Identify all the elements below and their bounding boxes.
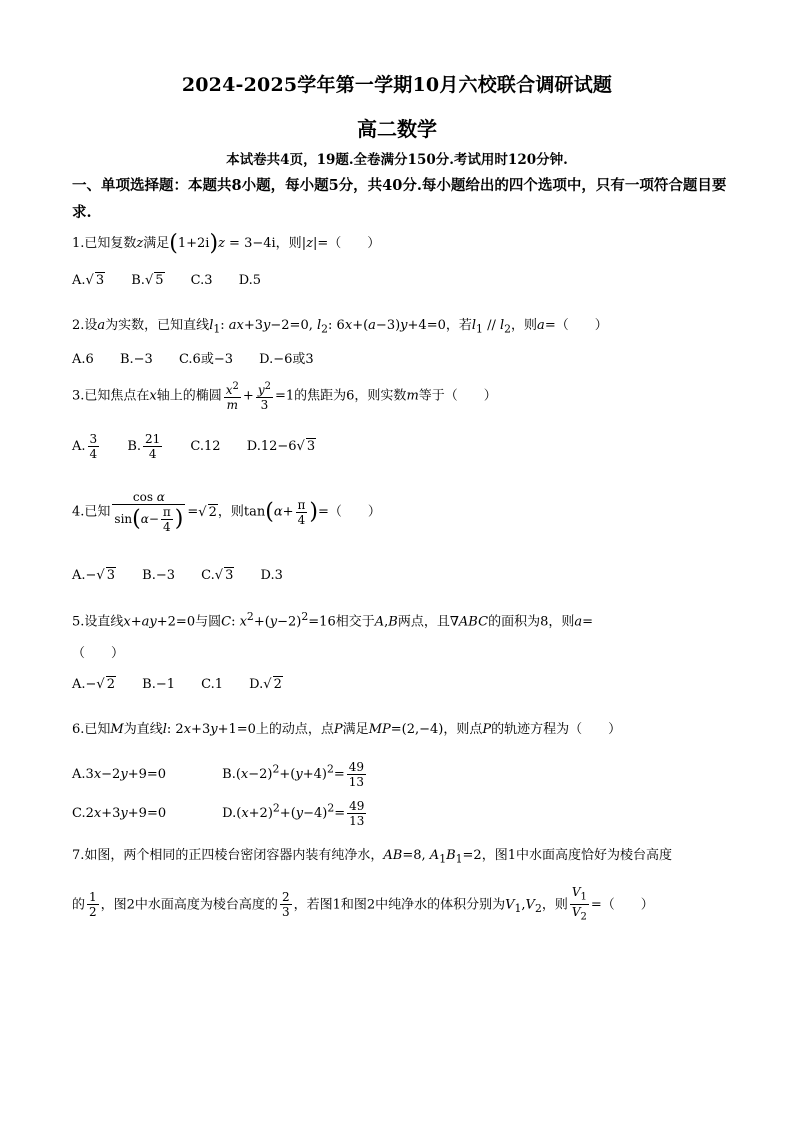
option-a: A.3x−2y+9=0: [72, 767, 167, 782]
option-a: A.−√ 2: [72, 677, 116, 692]
option-b: B.−1: [142, 677, 175, 692]
question-6-options-ab: [72, 760, 390, 789]
question-3: 3.已知焦点在x轴上的椭圆 $\frac{x^2}{m}$ + $\frac{y^2}{3}$ =1的焦距为6，则实数m等于（ ）: [72, 381, 497, 412]
option-c: C.1: [201, 677, 224, 692]
option-d: D.5: [238, 273, 262, 288]
option-d: D.−6或3: [259, 352, 314, 367]
option-c: C.12: [190, 439, 221, 454]
option-a: A.6: [72, 352, 94, 367]
question-7-cont: 的 $\frac{1}{2}$ ，图2中水面高度为棱台高度的 $\frac{2}{3}$ ，若图1和图2中纯净水的体积分别为$V_1,V_2$，则 $\frac{V_1}{V_2}$ =（ ）: [72, 885, 654, 923]
option-d: D.√ 2: [249, 677, 283, 692]
option-d: D.12−6√ 3: [247, 439, 316, 454]
question-1: 1.已知复数z满足(1+2i)z = 3−4i，则|z|=（ ）: [72, 231, 381, 256]
option-a: A.−√ 3: [72, 568, 116, 583]
question-5: 5.设直线x+ay+2=0与圆C: $x^2+(y-2)^2=16$相交于A,B两点，且∇ABC的面积为8，则a=: [72, 610, 594, 630]
exam-subject: 高二数学: [357, 117, 437, 141]
option-b: B.−3: [142, 568, 175, 583]
question-5-cont: （ ）: [72, 646, 125, 661]
question-5-options: [72, 677, 305, 692]
option-c: C.6或−3: [178, 352, 233, 367]
option-d: $D.(x+2)^2+(y-4)^2=$ $\frac{49}{13}$: [222, 799, 365, 828]
option-a: A.√ 3: [72, 273, 105, 288]
question-7: 7.如图，两个相同的正四棱台密闭容器内装有纯净水，AB=8, $A_1B_1=2$，图1中水面高度恰好为棱台高度: [72, 848, 672, 866]
question-2: 2.设a为实数，已知直线$l_1$: ax+3y−2=0, $l_2$: 6x+(a−3)y+4=0，若$l_1 // l_2$，则a=（ ）: [72, 318, 608, 336]
section-heading: 一、单项选择题：本题共8小题，每小题5分，共40分.每小题给出的四个选项中，只有一项符合题目要求.: [72, 177, 727, 221]
option-a: A. $\frac{3}{4}$: [72, 432, 98, 461]
question-4-options: [72, 568, 305, 583]
option-b: B.√ 5: [131, 273, 164, 288]
option-b: B.−3: [119, 352, 153, 367]
exam-title: 2024-2025学年第一学期10月六校联合调研试题: [181, 74, 613, 96]
question-6-options-cd: [72, 799, 390, 828]
option-c: C.3: [190, 273, 213, 288]
option-b: $B.(x-2)^2+(y+4)^2=$ $\frac{49}{13}$: [222, 760, 365, 789]
question-6: 6.已知M为直线l: 2x+3y+1=0上的动点，点P满足MP=(2,−4)，则点P的轨迹方程为（ ）: [72, 722, 622, 737]
option-d: D.3: [260, 568, 283, 583]
exam-info: 本试卷共4页，19题.全卷满分150分.考试用时120分钟.: [226, 152, 568, 168]
option-c: C.2x+3y+9=0: [72, 806, 167, 821]
question-1-options: [72, 273, 283, 288]
question-4: 4.已知 cos α sin(α− $\frac{\pi}{4}$ ) =√ 2，则tan(α+ $\frac{\pi}{4}$ )=（ ）: [72, 490, 732, 534]
option-c: C.√ 3: [201, 568, 234, 583]
question-3-options: [72, 432, 338, 461]
question-2-options: [72, 348, 336, 367]
option-b: B. $\frac{21}{4}$: [127, 432, 161, 461]
